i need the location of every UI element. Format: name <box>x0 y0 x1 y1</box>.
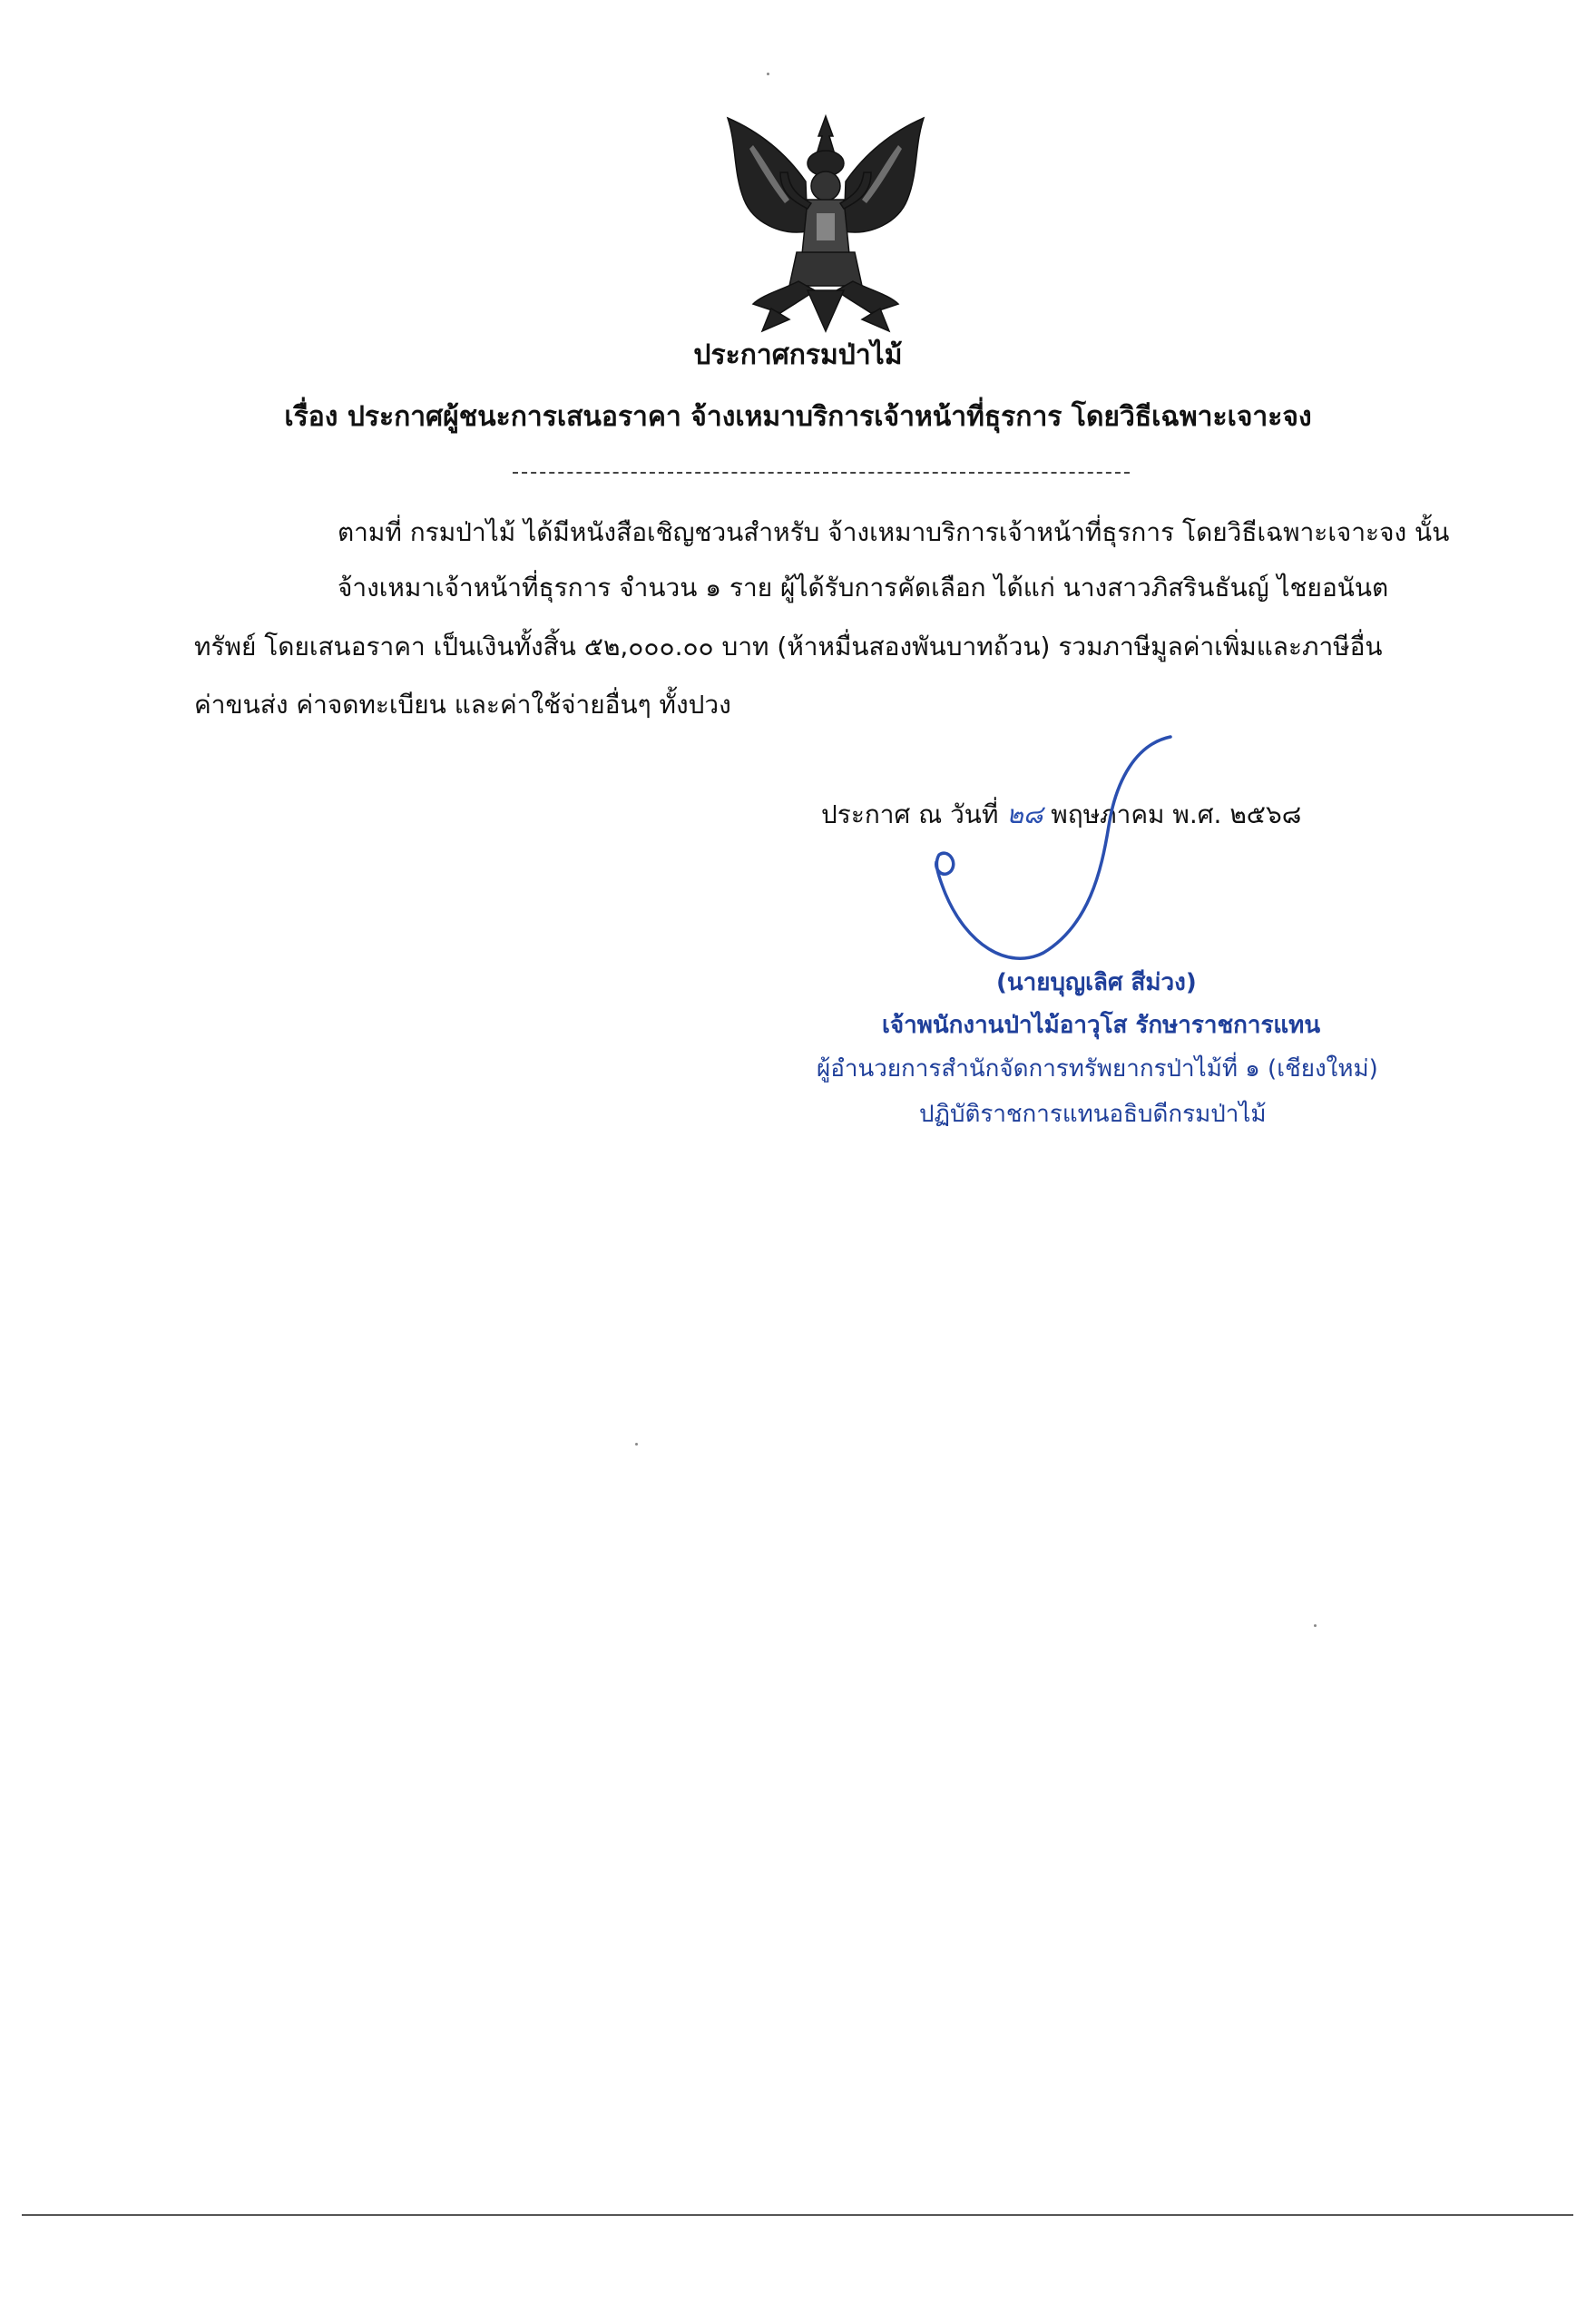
signer-position: ผู้อำนวยการสำนักจัดการทรัพยากรป่าไม้ที่ ๑ (เชียงใหม่) <box>817 1055 1378 1083</box>
announcement-subject: เรื่อง ประกาศผู้ชนะการเสนอราคา จ้างเหมาบริการเจ้าหน้าที่ธุรการ โดยวิธีเฉพาะเจาะจง <box>284 401 1312 433</box>
body-paragraph-line: ทรัพย์ โดยเสนอราคา เป็นเงินทั้งสิ้น ๕๒,๐๐๐.๐๐ บาท (ห้าหมื่นสองพันบาทถ้วน) รวมภาษีมูลค่าเพิ่มและภาษีอื่น <box>194 632 1383 662</box>
handwritten-signature-icon <box>898 726 1198 971</box>
page-bottom-edge <box>22 2214 1573 2216</box>
body-paragraph-line: จ้างเหมาเจ้าหน้าที่ธุรการ จำนวน ๑ ราย ผู้ได้รับการคัดเลือก ได้แก่ นางสาวภิสรินธันญ์ ไชยอนันต <box>338 573 1389 603</box>
signer-name: (นายบุญเลิศ สีม่วง) <box>996 969 1197 996</box>
scan-speck <box>1314 1624 1317 1627</box>
garuda-emblem-icon <box>717 109 935 336</box>
signer-position: เจ้าพนักงานป่าไม้อาวุโส รักษาราชการแทน <box>882 1012 1321 1039</box>
signer-position: ปฏิบัติราชการแทนอธิบดีกรมป่าไม้ <box>919 1101 1267 1128</box>
title-divider <box>513 472 1130 474</box>
date-month-year: พฤษภาคม พ.ศ. ๒๕๖๘ <box>1051 799 1302 829</box>
body-paragraph-line: ค่าขนส่ง ค่าจดทะเบียน และค่าใช้จ่ายอื่นๆ ทั้งปวง <box>194 690 731 720</box>
date-prefix: ประกาศ ณ วันที่ <box>821 799 999 829</box>
date-day-handwritten: ๒๘ <box>1006 799 1043 829</box>
scan-speck <box>635 1443 638 1446</box>
body-paragraph-line: ตามที่ กรมป่าไม้ ได้มีหนังสือเชิญชวนสำหรับ จ้างเหมาบริการเจ้าหน้าที่ธุรการ โดยวิธีเฉพาะเจาะจง นั้น <box>338 517 1450 547</box>
scan-speck <box>767 73 769 75</box>
announcement-title: ประกาศกรมป่าไม้ <box>693 339 903 371</box>
